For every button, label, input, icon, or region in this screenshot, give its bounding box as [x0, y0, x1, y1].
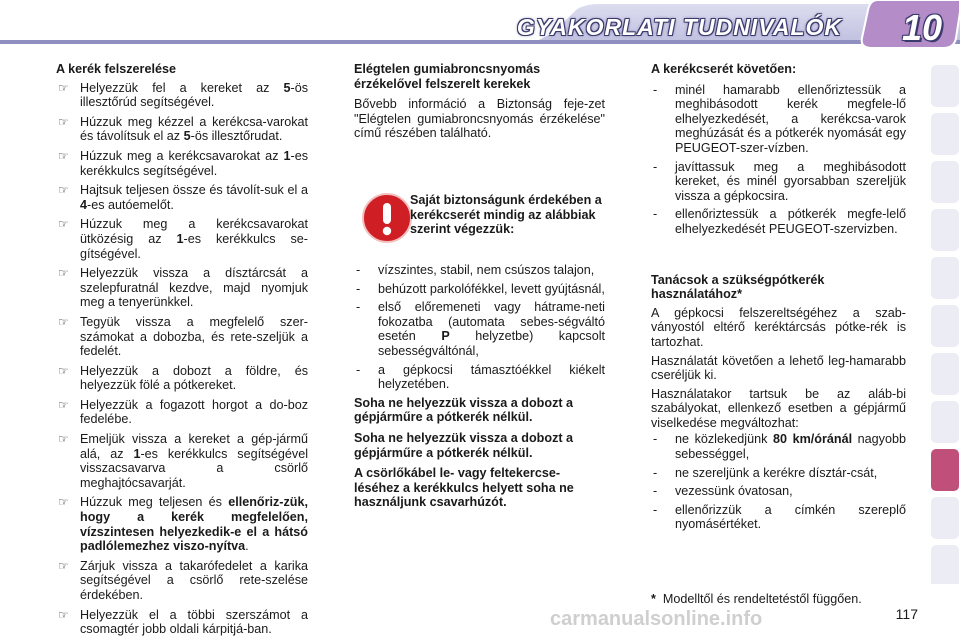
footnote-star: *: [651, 592, 656, 606]
list-item: - vízszintes, stabil, nem csúszos talajon,: [354, 263, 605, 278]
pointing-hand-icon: ☞: [58, 432, 69, 447]
pointing-hand-icon: ☞: [58, 114, 69, 129]
bold-note: Soha ne helyezzük vissza a dobozt a gépjárműre a pótkerék nélkül.: [354, 395, 574, 425]
column-wheel-fitting: [56, 62, 308, 642]
bold-note: A csörlőkábel le- vagy feltekercse-léséhez a kerékkulcs helyett soha ne használjunk csavarhúzót.: [354, 466, 574, 510]
header-banner: [0, 0, 960, 52]
list-item: ☞ Helyezzük a dobozt a földre, és helyezzük fölé a pótkereket.: [58, 363, 308, 393]
safety-warning: [354, 193, 605, 263]
list-item: ☞ Helyezzük fel a kereket az 5-ös illesztőrúd segítségével.: [58, 80, 308, 110]
list-item: ☞ Emeljük vissza a kereket a gép-jármű alá, az 1-es kerékkulcs segítségével visszacsavarva a csörlő meghajtócsavarját.: [58, 432, 308, 490]
footnote-text: Modelltől és rendeltetéstől függően.: [662, 592, 862, 606]
bold-note: Soha ne helyezzük vissza a dobozt a gépjárműre a pótkerék nélkül.: [354, 430, 574, 460]
section-heading: A kerékcserét követően:: [651, 62, 797, 76]
list-item: - ne szereljünk a kerékre dísztár-csát,: [651, 466, 906, 481]
list-item: ☞ Helyezzük a fogazott horgot a do-boz fedelébe.: [58, 397, 308, 427]
paragraph: Használatakor tartsuk be az aláb-bi szabályokat, ellenkező esetben a gépjármű viselkedése megváltozhat:: [651, 386, 906, 430]
warning-exclamation-icon: [362, 193, 412, 243]
list-item: - ellenőrizzük a címkén szereplő nyomásértéket.: [651, 503, 906, 532]
chapter-number: 10: [901, 7, 942, 48]
section-heading: Elégtelen gumiabroncsnyomás érzékelővel felszerelt kerekek: [354, 62, 541, 91]
list-item: - a gépkocsi támasztóékkel kiékelt helyzetében.: [354, 363, 605, 392]
list-item: - behúzott parkolófékkel, levett gyújtásnál,: [354, 282, 605, 297]
pointing-hand-icon: ☞: [58, 397, 69, 412]
after-change-list: [651, 83, 906, 237]
pointing-hand-icon: ☞: [58, 314, 69, 329]
list-item: ☞ Helyezzük el a többi szerszámot a csomagtér jobb oldali kárpitjá-ban.: [58, 607, 308, 637]
list-item: - vezessünk óvatosan,: [651, 484, 906, 499]
list-item: ☞ Húzzuk meg a kerékcsavarokat ütközésig az 1-es kerékkulcs se-gítségével.: [58, 217, 308, 261]
pointing-hand-icon: ☞: [58, 363, 69, 378]
paragraph: A gépkocsi felszereltségéhez a szab-ványostól eltérő keréktárcsás pótke-rék is tartozhat.: [651, 305, 906, 349]
fitting-steps: [56, 81, 308, 637]
pointing-hand-icon: ☞: [58, 607, 69, 622]
pointing-hand-icon: ☞: [58, 148, 69, 163]
pointing-hand-icon: ☞: [58, 495, 69, 510]
list-item: ☞ Húzzuk meg a kerékcsavarokat az 1-es kerékkulcs segítségével.: [58, 148, 308, 178]
column-tyre-pressure: [354, 62, 605, 510]
column-after-change: [651, 62, 906, 536]
list-item: - minél hamarabb ellenőriztessük a meghibásodott kerék megfele-lő elhelyezkedését, a kerékcsa-varok meghúzását és a pótkerék nyomását egy PEUGEOT-szer-vízben.: [651, 83, 906, 156]
list-item: ☞ Tegyük vissza a megfelelő szer-számokat a dobozba, és rete-szeljük a fedelét.: [58, 314, 308, 359]
intro-paragraph: Bővebb információ a Biztonság feje-zet "Elégtelen gumiabroncsnyomás érzékelése" című részében található.: [354, 97, 605, 141]
list-item: - ellenőriztessük a pótkerék megfe-lelő elhelyezkedését PEUGEOT-szervizben.: [651, 207, 906, 236]
safety-conditions: [354, 263, 605, 392]
footnote: [651, 592, 862, 606]
pointing-hand-icon: ☞: [58, 217, 69, 232]
page-number: 117: [895, 606, 918, 622]
page-title: GYAKORLATI TUDNIVALÓK: [516, 14, 842, 40]
active-chapter-tab: [930, 448, 960, 492]
pointing-hand-icon: ☞: [58, 80, 69, 95]
bold-notes: [354, 396, 605, 510]
paragraph: Használatát követően a lehető leg-hamarabb cseréljük ki.: [651, 353, 906, 383]
list-item: ☞ Zárjuk vissza a takarófedelet a karika segítségével a csörlő rete-szelése érdekében.: [58, 558, 308, 602]
chapter-tabs: [930, 64, 960, 584]
spare-wheel-rules: [651, 432, 906, 532]
warning-text: Saját biztonságunk érdekében a kerékcserét mindig az alábbiak szerint végezzük:: [410, 192, 602, 237]
list-item: - első előremeneti vagy hátrame-neti fokozatba (automata sebes-ségváltó esetén P helyzetbe) kapcsolt sebességváltónál,: [354, 300, 605, 358]
section-heading: A kerék felszerelése: [56, 62, 176, 76]
list-item: - javíttassuk meg a meghibásodott kereket, és minél gyorsabban szereljük vissza a gépkocsira.: [651, 160, 906, 204]
pointing-hand-icon: ☞: [58, 183, 69, 198]
list-item: ☞ Helyezzük vissza a dísztárcsát a szelepfuratnál kezdve, majd nyomjuk meg a tenyerünkkel.: [58, 266, 308, 310]
pointing-hand-icon: ☞: [58, 266, 69, 281]
list-item: ☞ Hajtsuk teljesen össze és távolít-suk el a 4-es autóemelőt.: [58, 183, 308, 212]
list-item: ☞ Húzzuk meg teljesen és ellenőriz-zük, hogy a kerék megfelelően, vízszintesen helyezkedik-e el a hátsó padlólemezhez viszo-nyítva.: [58, 495, 308, 554]
pointing-hand-icon: ☞: [58, 558, 69, 573]
section-heading: Tanácsok a szükségpótkerék használatához*: [651, 272, 825, 302]
watermark: carmanualsonline.info: [550, 608, 763, 630]
list-item: - ne közlekedjünk 80 km/óránál nagyobb sebességgel,: [651, 432, 906, 461]
list-item: ☞ Húzzuk meg kézzel a kerékcsa-varokat és távolítsuk el az 5-ös illesztőrudat.: [58, 114, 308, 144]
